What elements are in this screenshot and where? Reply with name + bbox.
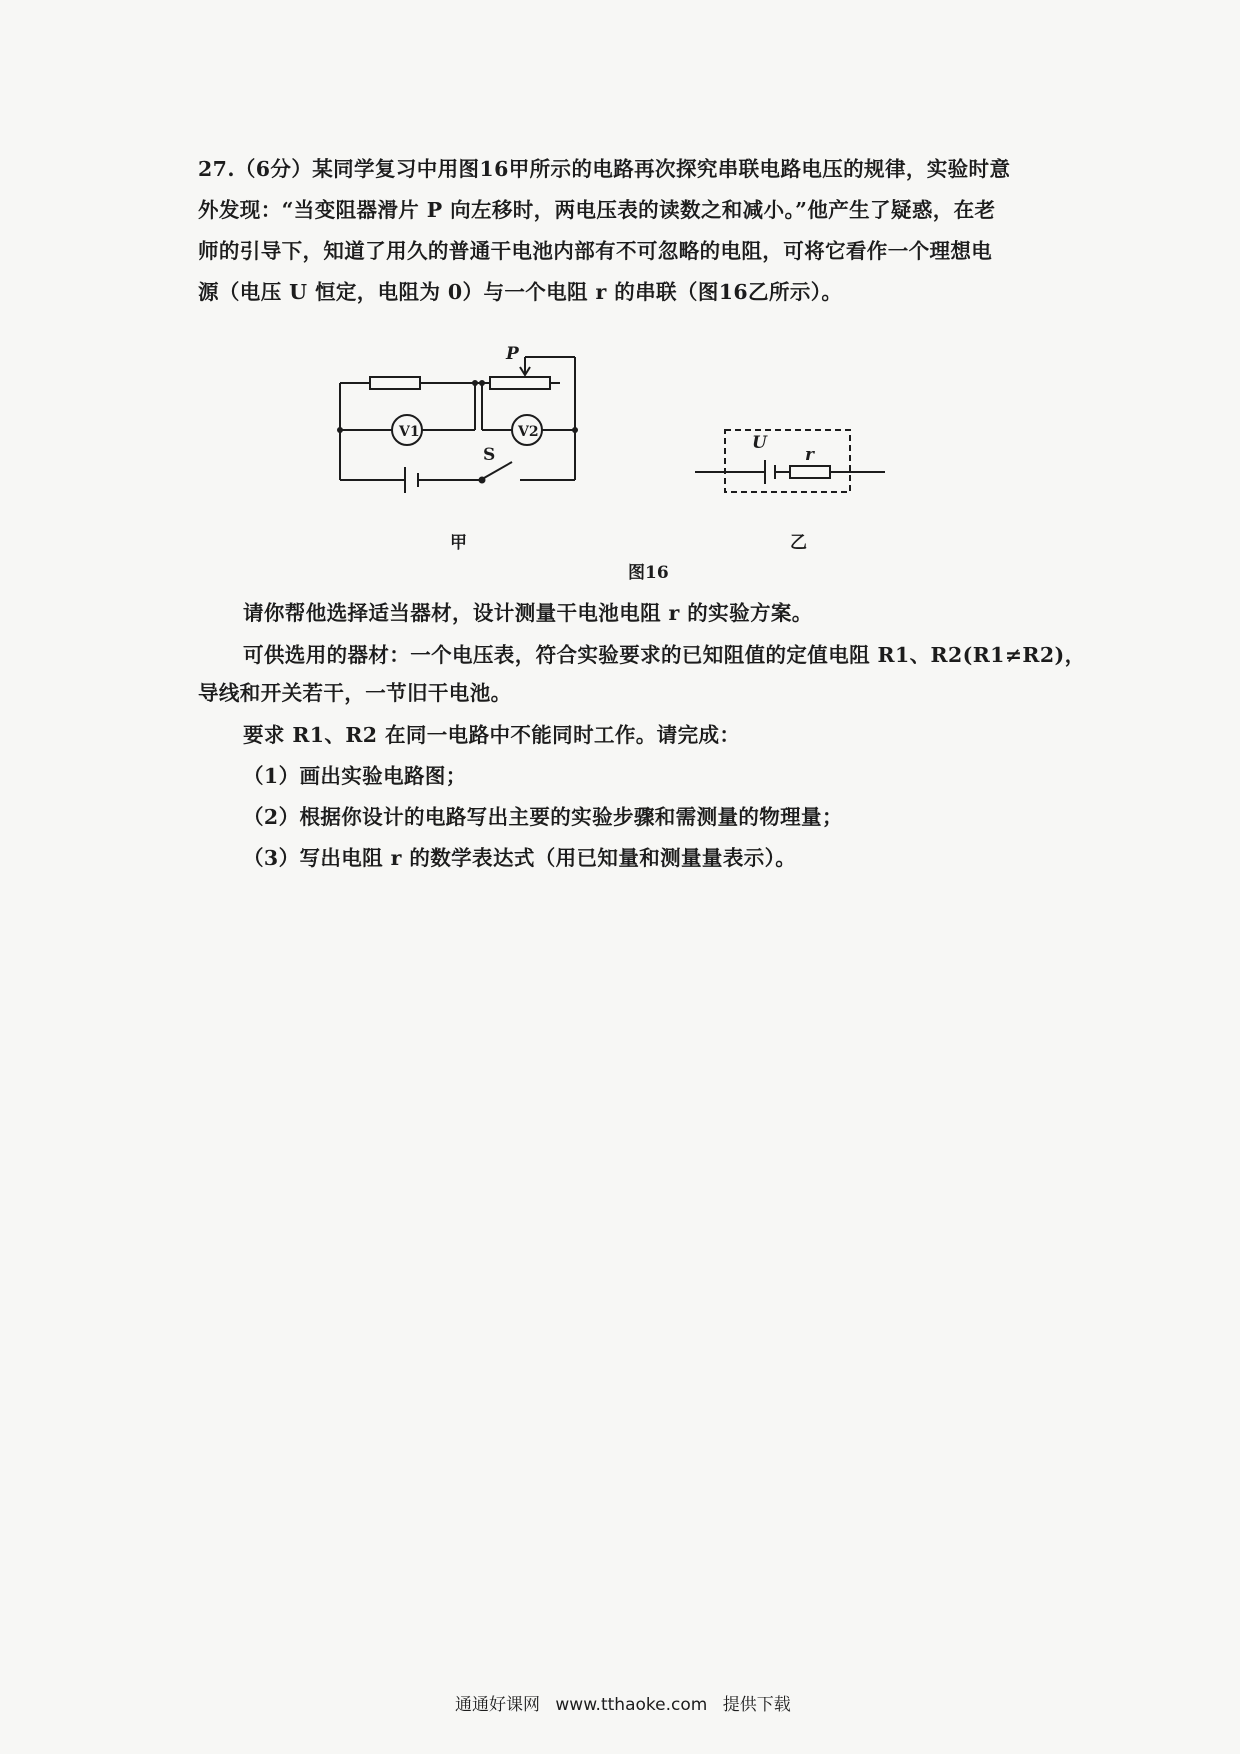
footer-url[interactable]: www.tthaoke.com xyxy=(555,1695,708,1715)
figure-caption: 图16 xyxy=(628,563,669,583)
voltmeter-2-label: V2 xyxy=(518,424,539,440)
body-paragraph-1: 请你帮他选择适当器材，设计测量干电池电阻 r 的实验方案。 xyxy=(243,601,813,625)
slider-label: P xyxy=(506,345,519,364)
label-yi: 乙 xyxy=(790,533,807,553)
circuit-diagram-yi xyxy=(690,420,890,510)
footer-credit xyxy=(455,1690,801,1715)
question-line-4: 源（电压 U 恒定，电阻为 0）与一个电阻 r 的串联（图16乙所示）。 xyxy=(198,280,843,304)
circuit-diagram-jia xyxy=(330,345,590,525)
body-paragraph-2a: 可供选用的器材：一个电压表，符合实验要求的已知阻值的定值电阻 R1、R2(R1≠R2)， xyxy=(243,643,1086,667)
switch-label: S xyxy=(483,445,496,465)
task-item-2: （2）根据你设计的电路写出主要的实验步骤和需测量的物理量； xyxy=(243,805,843,829)
body-paragraph-3: 要求 R1、R2 在同一电路中不能同时工作。请完成： xyxy=(243,723,741,747)
task-item-3: （3）写出电阻 r 的数学表达式（用已知量和测量量表示）。 xyxy=(243,846,797,870)
question-line-2: 外发现：“当变阻器滑片 P 向左移时，两电压表的读数之和减小。”他产生了疑惑，在老 xyxy=(198,198,996,222)
body-paragraph-2b: 导线和开关若干，一节旧干电池。 xyxy=(198,681,512,705)
source-label: U xyxy=(752,433,767,453)
resistor-label: r xyxy=(805,445,814,465)
question-line-3: 师的引导下，知道了用久的普通干电池内部有不可忽略的电阻，可将它看作一个理想电 xyxy=(198,239,993,263)
question-line-1: 27.（6分）某同学复习中用图16甲所示的电路再次探究串联电路电压的规律，实验时意 xyxy=(198,157,1011,181)
footer-note: 提供下载 xyxy=(722,1695,791,1715)
footer-site-name: 通通好课网 xyxy=(455,1695,540,1715)
voltmeter-1-label: V1 xyxy=(399,424,420,440)
task-item-1: （1）画出实验电路图； xyxy=(243,764,467,788)
label-jia: 甲 xyxy=(450,533,467,553)
